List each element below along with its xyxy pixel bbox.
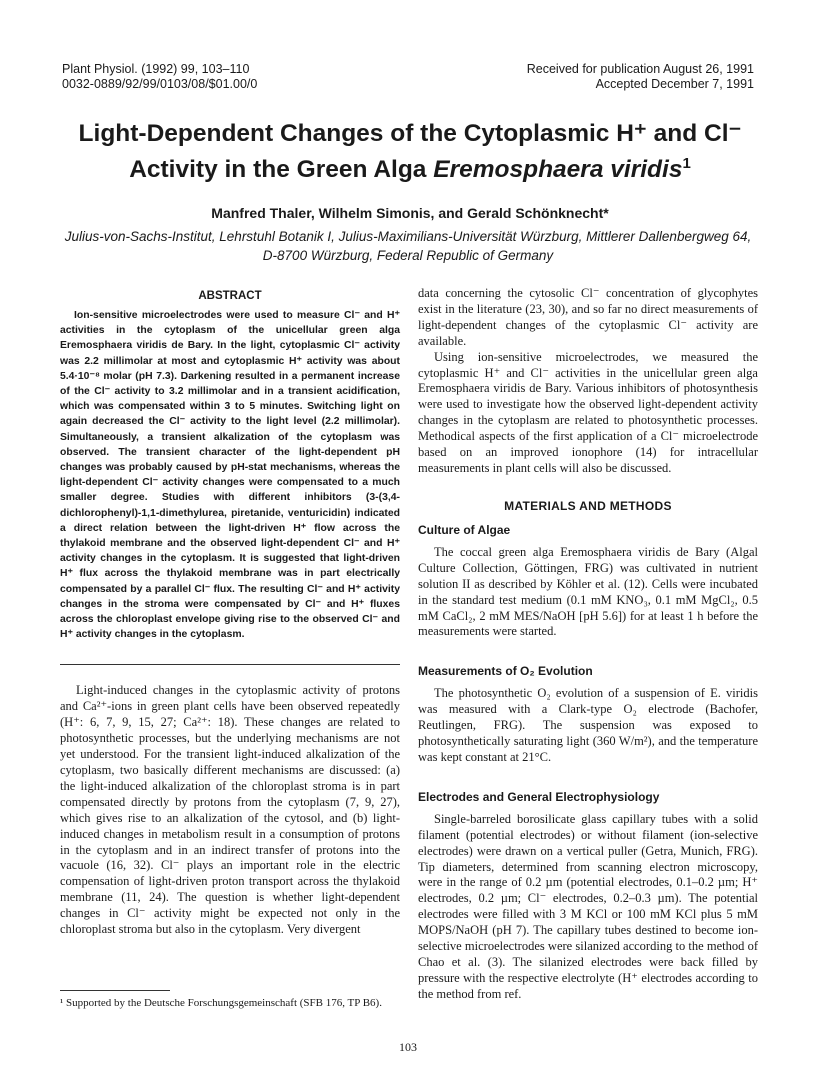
- electrodes-text: Single-barreled borosilicate glass capillary tubes with a solid filament (potential electrodes) or without filament (ion-selective electrodes) were drawn on a vertical puller (Getra, Munich, FRG). Tip diameters, determined from scanning electron microscopy, were in the range of 0.2 µm (potential electrodes, 0.1–0.2 µm; H⁺ electrodes, 0.2 µm; Cl⁻ electrodes, 0.2–0.3 µm). The potential electrodes were filled with 3 M KCl or 100 mM KCl plus 5 mM MOPS/NaOH (pH 7). The capillary tubes destined to become ion-selective microelectrodes were silanized according to the method of Chao et al. (3). The silanized electrodes were back filled by pressure with the respective electrolyte (H⁺ electrodes according to the method from ref.: [418, 811, 758, 1001]
- intro-paragraph: Light-induced changes in the cytoplasmic activity of protons and Ca²⁺-ions in green plant cells have been observed repeatedly (H⁺: 6, 7, 9, 15, 27; Ca²⁺: 18). These changes are related to photosynthetic processes, but the underlying mechanisms are not yet understood. For the transient light-induced alkalization of the cytoplasm, two basically different mechanisms are discussed: (a) the light-induced alkalization of the chloroplast stroma is in part compensated directly by protons from the cytoplasm (7, 9, 27), which gives rise to an alkalization of the cytosol, and (b) light-induced changes in metabolism result in a consumption of protons in the cytoplasm and in an indirect transfer of protons into the vacuole (16, 32). Cl⁻ plays an important role in the electric compensation of light-driven proton transport across the thylakoid membrane (11, 24). The question is whether light-dependent changes in Cl⁻ activity might be expected not only in the chloroplast stroma but also in the cytoplasm. Very divergent: [60, 683, 400, 937]
- abstract-heading: ABSTRACT: [198, 290, 262, 302]
- page-number: 103: [399, 1040, 417, 1054]
- culture-heading: Culture of Algae: [418, 522, 511, 537]
- left-column: [60, 290, 400, 938]
- journal-code: 0032-0889/92/99/0103/08/$01.00/0: [62, 77, 258, 91]
- title-line-2: [60, 149, 760, 185]
- affiliation-line-1: Julius-von-Sachs-Institut, Lehrstuhl Botanik I, Julius-Maximilians-Universität Würzburg, Mittlerer Dallenbergweg 64,: [64, 229, 752, 244]
- journal-citation: Plant Physiol. (1992) 99, 103–110: [62, 62, 250, 76]
- funding-footnote: ¹ Supported by the Deutsche Forschungsgemeinschaft (SFB 176, TP B6).: [60, 997, 382, 1009]
- title-species: Eremosphaera viridis: [433, 156, 683, 184]
- o2-text: The photosynthetic O₂ evolution of a suspension of E. viridis was measured with a Clark-type O₂ electrode (Bachofer, Reutlingen, FRG). The suspension was exposed to photosynthetically saturating light (360 W/m²), and the temperature was kept constant at 21°C.: [418, 686, 758, 764]
- methods-heading: MATERIALS AND METHODS: [504, 498, 672, 513]
- publication-dates: [527, 62, 754, 92]
- footnote-divider: [60, 990, 170, 991]
- title-line-1: Light-Dependent Changes of the Cytoplasmic H⁺ and Cl⁻: [78, 120, 742, 147]
- journal-header: [62, 62, 257, 92]
- electrodes-heading: Electrodes and General Electrophysiology: [418, 789, 660, 804]
- title-line-2-text: Activity in the Green Alga: [129, 156, 434, 184]
- accepted-date: Accepted December 7, 1991: [595, 77, 754, 91]
- author-list: Manfred Thaler, Wilhelm Simonis, and Gerald Schönknecht*: [211, 205, 609, 221]
- intro-continuation: data concerning the cytosolic Cl⁻ concentration of glycophytes exist in the literature (23, 30), and so far no direct measurements of light-dependent changes of the cytoplasmic Cl⁻ activity are available.: [418, 286, 758, 348]
- culture-text: The coccal green alga Eremosphaera viridis de Bary (Algal Culture Collection, Göttingen, FRG) was cultivated in nutrient solution II as described by Köhler et al. (12). Cells were incubated in the standard test medium (0.1 mM KNO₃, 0.1 mM MgCl₂, 0.5 mM CaCl₂, 2 mM MES/NaOH [pH 5.6]) for at least 1 h before the measurements were started.: [418, 544, 758, 639]
- right-column: [418, 286, 758, 1003]
- o2-heading: Measurements of O₂ Evolution: [418, 664, 593, 679]
- footnote-area: [60, 990, 400, 1010]
- title-footnote-mark: 1: [682, 155, 691, 172]
- abstract-text: Ion-sensitive microelectrodes were used to measure Cl⁻ and H⁺ activities in the cytoplasm of the unicellular green alga Eremosphaera viridis de Bary. In the light, cytoplasmic Cl⁻ activity was 2.2 millimolar at most and cytoplasmic H⁺ activity was about 5.4·10⁻⁸ molar (pH 7.3). Darkening resulted in a permanent increase of the Cl⁻ activity to 3.2 millimolar and in a transient acidification, which was compensated within 3 to 5 minutes. Switching light on again decreased the Cl⁻ activity to the light level (2.2 millimolar). Simultaneously, a transient alkalization of the cytoplasm was observed. The transient character of the light-dependent pH changes was probably caused by pH-stat mechanisms, whereas the light-dependent Cl⁻ activity changes were compensated to a much smaller degree. Studies with different inhibitors (3-(3,4-dichlorophenyl)-1,1-dimethylurea, piretanide, venturicidin) indicated a direct relation between the light-driven H⁺ flow across the thylakoid membrane and the observed light-dependent Cl⁻ and H⁺ activity changes in the cytoplasm. It is suggested that light-driven H⁺ flux across the thylakoid membrane was in part electrically compensated by a parallel Cl⁻ flux. The resulting Cl⁻ and H⁺ activity changes in the stroma were compensated by Cl⁻ and H⁺ fluxes across the chloroplast envelope giving rise to the observed Cl⁻ and H⁺ activity changes in the cytoplasm.: [60, 310, 400, 641]
- received-date: Received for publication August 26, 1991: [526, 62, 754, 76]
- affiliation-line-2: D-8700 Würzburg, Federal Republic of Germany: [262, 248, 554, 263]
- paper-title: [60, 119, 760, 185]
- affiliation: [40, 227, 776, 265]
- intro-paragraph-2: Using ion-sensitive microelectrodes, we measured the cytoplasmic H⁺ and Cl⁻ activities in the unicellular green alga Eremosphaera viridis de Bary. Various inhibitors of photosynthesis were used to investigate how the observed light-dependent activity changes in the cytoplasm are related to photosynthetic processes. Methodical aspects of the first application of a Cl⁻ microelectrode based on an improved ionophore (14) for intracellular measurements in plant cells will also be discussed.: [418, 349, 758, 475]
